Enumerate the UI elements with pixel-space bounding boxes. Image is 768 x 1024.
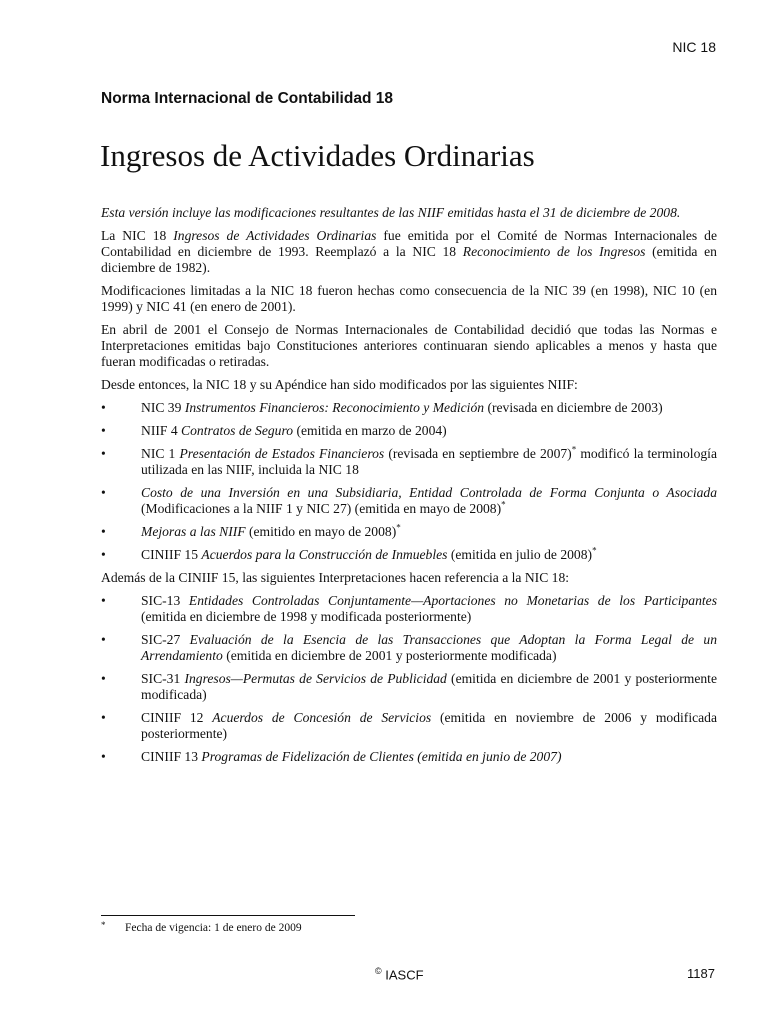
item-ref: NIC 39 [141, 400, 185, 415]
item-title: Acuerdos para la Construcción de Inmuebles [201, 547, 448, 562]
item-detail: (emitida en diciembre de 2001 y posteriormente modificada) [141, 671, 717, 702]
item-detail: (emitida en diciembre de 2001 y posteriormente modificada) [222, 648, 557, 663]
item-ref: NIC 1 [141, 446, 180, 461]
bullet-glyph: • [101, 710, 106, 725]
footnote [101, 922, 302, 934]
paragraph-2: Modificaciones limitadas a la NIC 18 fueron hechas como consecuencia de la NIC 39 (en 1998), NIC 10 (en 1999) y NIC 41 (en enero de 2001). [101, 283, 717, 314]
bullet-glyph: • [101, 749, 106, 764]
para1-italic-b: Ingresos de Actividades Ordinarias [173, 228, 377, 243]
footer-copyright [375, 966, 424, 982]
page-number: 1187 [687, 966, 715, 981]
bullet-glyph: • [101, 632, 106, 647]
list-item [101, 485, 717, 517]
paragraph-1 [101, 228, 717, 276]
bullet-glyph: • [101, 400, 106, 415]
item-ref: SIC-27 [141, 632, 190, 647]
intro-text: Esta versión incluye las modificaciones resultantes de las NIIF emitidas hasta el 31 de diciembre de 2008. [101, 205, 681, 220]
footnote-divider [101, 915, 355, 916]
intro-paragraph [101, 205, 717, 221]
bullet-glyph: • [101, 524, 106, 539]
item-title: Mejoras a las NIIF [141, 524, 246, 539]
item-title: Instrumentos Financieros: Reconocimiento y Medición [184, 400, 485, 415]
bullet-glyph: • [101, 671, 106, 686]
paragraph-3: En abril de 2001 el Consejo de Normas Internacionales de Contabilidad decidió que todas las Normas e Interpretaciones emitidas bajo Constituciones anteriores continuaran siendo aplicables a menos y hasta que fueran modificadas o retiradas. [101, 322, 717, 369]
item-ref: SIC-31 [141, 671, 185, 686]
copyright-symbol: © [375, 966, 382, 976]
para1-italic-d: Reconocimiento de los Ingresos [462, 244, 646, 259]
item-detail: (revisada en septiembre de 2007) [384, 446, 572, 461]
document-body [101, 205, 717, 772]
list-item [101, 446, 717, 478]
para1-text-c: fue emitida por el Comité de Normas Internacionales de Contabilidad en diciembre de 1993. Reemplazó a la NIC 18 [101, 228, 717, 259]
item-detail: (revisada en diciembre de 2003) [484, 400, 663, 415]
list-item [101, 400, 717, 416]
list-item [101, 632, 717, 664]
item-title: Programas de Fidelización de Clientes (emitida en junio de 2007) [201, 749, 562, 764]
bullet-glyph: • [101, 446, 106, 461]
standard-subtitle: Norma Internacional de Contabilidad 18 [101, 90, 393, 107]
item-ref: NIIF 4 [141, 423, 182, 438]
item-title: Costo de una Inversión en una Subsidiaria, Entidad Controlada de Forma Conjunta o Asociada [141, 485, 717, 500]
item-detail-extra: modificó la terminología utilizada en las NIIF, incluida la NIC 18 [141, 446, 717, 477]
footnote-ref: * [501, 499, 506, 510]
footnote-mark: * [101, 920, 106, 930]
item-ref: CINIIF 12 [141, 710, 213, 725]
page-title: Ingresos de Actividades Ordinarias [100, 138, 535, 173]
item-title: Contratos de Seguro [181, 423, 294, 438]
item-detail: (emitido en mayo de 2008) [245, 524, 397, 539]
item-detail: (emitida en marzo de 2004) [293, 423, 447, 438]
item-title: Entidades Controladas Conjuntamente—Aportaciones no Monetarias de los Participantes [188, 593, 717, 608]
item-title: Evaluación de la Esencia de las Transacciones que Adoptan la Forma Legal de un Arrendamiento [141, 632, 717, 663]
list-item [101, 749, 717, 765]
bullet-glyph: • [101, 485, 106, 500]
footer-org: IASCF [385, 967, 424, 983]
item-detail: (emitida en noviembre de 2006 y modificada posteriormente) [141, 710, 718, 741]
para1-text-a: La NIC 18 [101, 228, 174, 243]
item-detail: (emitida en diciembre de 1998 y modificada posteriormente) [141, 609, 472, 624]
list-item [101, 524, 717, 540]
bullet-glyph: • [101, 423, 106, 438]
item-title: Presentación de Estados Financieros [179, 446, 385, 461]
footnote-ref: * [396, 522, 401, 533]
item-ref: CINIIF 15 [141, 547, 202, 562]
item-detail: (emitida en julio de 2008) [447, 547, 593, 562]
bullet-glyph: • [101, 547, 106, 562]
list-item [101, 423, 717, 439]
list-item [101, 671, 717, 703]
footnote-ref: * [571, 444, 577, 455]
footnote-ref: * [592, 545, 597, 556]
item-ref: SIC-13 [141, 593, 189, 608]
item-title: Acuerdos de Concesión de Servicios [212, 710, 432, 725]
bullet-glyph: • [101, 593, 106, 608]
running-header-code: NIC 18 [672, 39, 716, 55]
para1-text-e: (emitida en diciembre de 1982). [101, 244, 717, 275]
list-item [101, 710, 717, 742]
item-detail: (Modificaciones a la NIIF 1 y NIC 27) (emitida en mayo de 2008) [141, 501, 502, 516]
amendments-list [101, 400, 717, 563]
item-title: Ingresos—Permutas de Servicios de Publicidad [184, 671, 447, 686]
interpretations-list [101, 593, 717, 765]
paragraph-4: Desde entonces, la NIC 18 y su Apéndice han sido modificados por las siguientes NIIF: [101, 377, 578, 392]
paragraph-5: Además de la CINIIF 15, las siguientes Interpretaciones hacen referencia a la NIC 18: [101, 570, 570, 585]
footnote-text: Fecha de vigencia: 1 de enero de 2009 [125, 922, 302, 934]
item-ref: CINIIF 13 [141, 749, 202, 764]
list-item [101, 593, 717, 625]
list-item [101, 547, 717, 563]
